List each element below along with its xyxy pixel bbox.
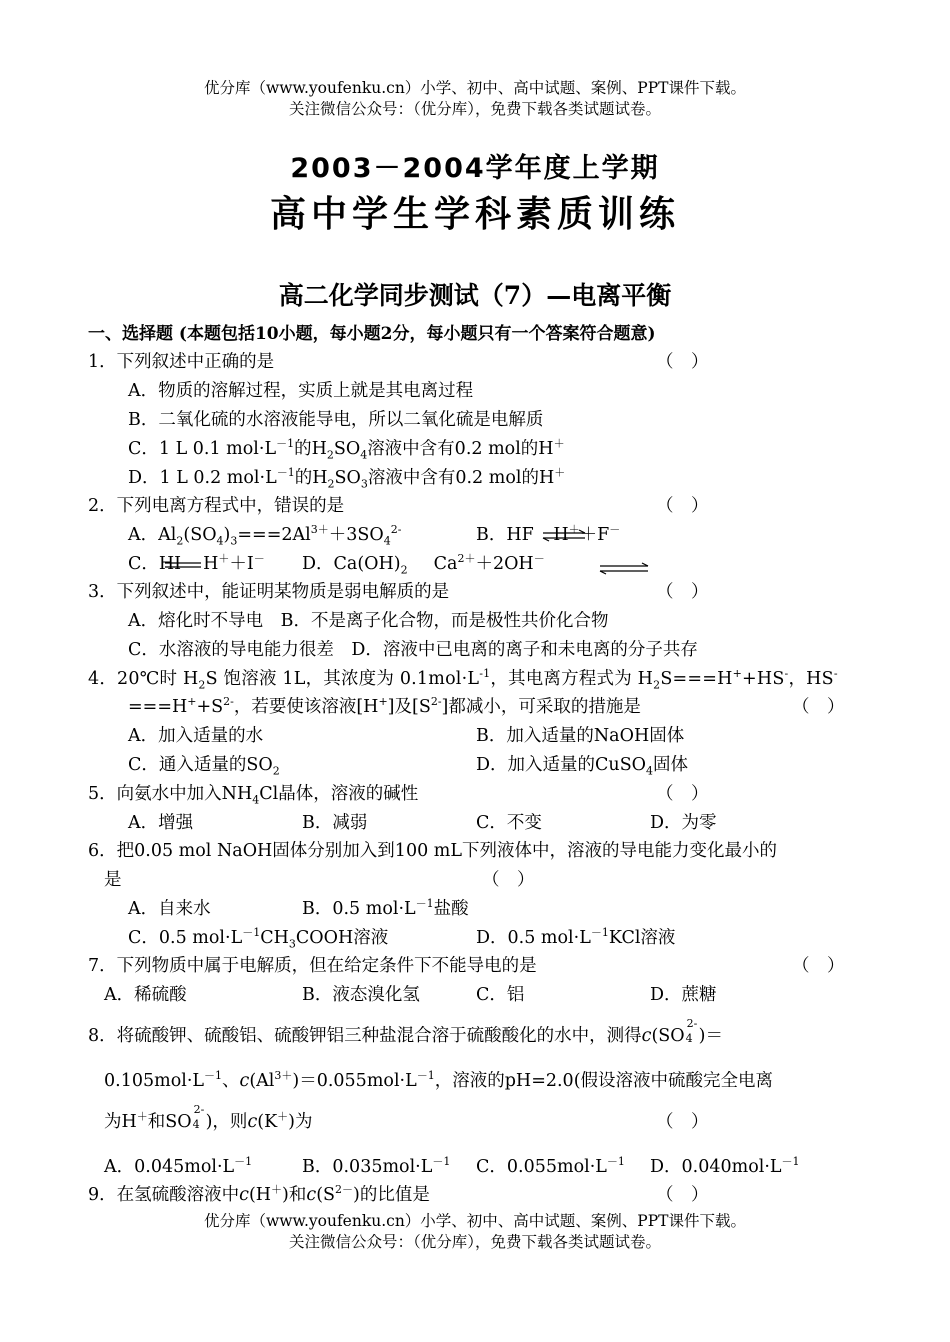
forward-arrow-icon <box>163 558 203 572</box>
q6-line-2: 是 <box>104 870 122 890</box>
q3-stem: 3．下列叙述中，能证明某物质是弱电解质的是 <box>88 582 450 602</box>
q4-answer-paren: （ ） <box>792 697 845 717</box>
q1-option-b: B．二氧化硫的水溶液能导电，所以二氧化硫是电解质 <box>128 410 544 430</box>
q8-answer-paren: （ ） <box>656 1112 709 1132</box>
q1-answer-paren: （ ） <box>656 352 709 372</box>
q8-option-b: B．$0.035mol\cdot L^{-1}$ <box>302 1155 451 1177</box>
q3-options-ab: A．熔化时不导电 B．不是离子化合物，而是极性共价化合物 <box>128 611 609 631</box>
q8-option-a: A．$0.045mol\cdot L^{-1}$ <box>104 1155 253 1177</box>
title-main: 高中学生学科素质训练 <box>269 194 680 235</box>
q6-answer-paren: （ ） <box>482 870 535 890</box>
section-heading: 一、选择题 (本题包括10小题，每小题2分，每小题只有一个答案符合题意) <box>88 324 656 344</box>
q5-stem: 5．向氨水中加入$NH_4Cl$晶体，溶液的碱性 <box>88 784 419 807</box>
q4-line-1: 4．20℃时 $H_2S$ 饱溶液 1L，其浓度为 $0.1mol\cdot L^{-1}$，其电离方程式为 $H_2S===H^++HS^-$，HS- <box>88 667 838 692</box>
q2-d-reversible-arrow-icon <box>598 560 650 582</box>
q2-option-d: D．$Ca(OH)_2$ $Ca^{2+}+2OH^-$ <box>302 552 545 577</box>
q2-answer-paren: （ ） <box>656 496 709 516</box>
title-year: 2003－2004学年度上学期 <box>290 153 660 184</box>
q6-option-d: D．0.5 $mol\cdot L^{-1}KCl$溶液 <box>476 926 676 948</box>
q4-option-a: A．加入适量的水 <box>128 726 264 746</box>
q4-option-c: C．通入适量的$SO_2$ <box>128 755 280 778</box>
q2-option-a: A．$Al_2(SO_4)_3===2Al^{3+}+3SO_4^{2-}$ <box>128 523 402 548</box>
q6-option-c: C．0.5 $mol\cdot L^{-1}CH_3COOH$溶液 <box>128 926 389 951</box>
q1-stem: 1．下列叙述中正确的是 <box>88 352 275 372</box>
q7-option-b: B．液态溴化氢 <box>302 985 420 1005</box>
q1-option-c: C．1 L 0.1 $mol\cdot L^{-1}$的$H_2SO_4$溶液中含有0.2 mol的H＋ <box>128 437 565 462</box>
q8-line-1: 8．将硫酸钾、硫酸铝、硫酸钾铝三种盐混合溶于硫酸酸化的水中，测得c(SO 2- 4 )＝ <box>88 1017 723 1046</box>
q4-line-2: $===H^++S^{2-}$，若要使该溶液[H+]及$[S^{2-}]$都减小，可采取的措施是 <box>128 695 641 717</box>
header-line-1: 优分库（www.youfenku.cn）小学、初中、高中试题、案例、PPT课件下载。 <box>203 79 747 97</box>
footer-line-2: 关注微信公众号：（优分库），免费下载各类试题试卷。 <box>288 1233 661 1251</box>
q5-option-a: A．增强 <box>128 813 194 833</box>
sulfate-ion-charge-2: 2- 4 <box>192 1103 205 1131</box>
q2-option-b: B．HF H＋＋F－ <box>476 523 621 545</box>
q1-option-d: D．1 L 0.2 $mol\cdot L^{-1}$的$H_2SO_3$溶液中含有0.2 mol的H＋ <box>128 466 566 491</box>
q3-options-cd: C．水溶液的导电能力很差 D．溶液中已电离的离子和未电离的分子共存 <box>128 640 698 660</box>
q3-answer-paren: （ ） <box>656 582 709 602</box>
q5-option-b: B．减弱 <box>302 813 368 833</box>
q7-option-a: A．稀硫酸 <box>104 985 187 1005</box>
reversible-arrow-icon <box>539 529 589 543</box>
q8-option-c: C．$0.055mol\cdot L^{-1}$ <box>476 1155 625 1177</box>
q2-option-c: C．HI H＋＋I－ <box>128 552 265 574</box>
q9-stem: 9．在氢硫酸溶液中c(H＋)和$c(S^{2-})$的比值是 <box>88 1183 430 1205</box>
q5-option-c: C．不变 <box>476 813 542 833</box>
q7-option-c: C．铝 <box>476 985 525 1005</box>
q8-line-3: 为H＋和SO 2- 4 )，则c(K＋)为 <box>104 1103 313 1132</box>
q7-answer-paren: （ ） <box>792 956 845 976</box>
q8-line-2: $0.105mol\cdot L^{-1}$、$c(Al^{3+})=0.055mol\cdot L^{-1}$，溶液的pH=2.0(假设溶液中硫酸完全电离 <box>104 1069 774 1091</box>
q7-stem: 7．下列物质中属于电解质，但在给定条件下不能导电的是 <box>88 956 537 976</box>
q5-option-d: D．为零 <box>650 813 717 833</box>
q2-stem: 2．下列电离方程式中，错误的是 <box>88 496 345 516</box>
q6-option-b: B．0.5 $mol\cdot L^{-1}$盐酸 <box>302 897 469 919</box>
q9-answer-paren: （ ） <box>656 1185 709 1205</box>
q7-option-d: D．蔗糖 <box>650 985 717 1005</box>
q8-option-d: D．$0.040mol\cdot L^{-1}$ <box>650 1155 800 1177</box>
title-test: 高二化学同步测试（7）—电离平衡 <box>278 281 672 310</box>
q6-option-a: A．自来水 <box>128 899 211 919</box>
q4-option-d: D．加入适量的CuSO$_4$固体 <box>476 755 689 778</box>
q5-answer-paren: （ ） <box>656 784 709 804</box>
header-line-2: 关注微信公众号：（优分库），免费下载各类试题试卷。 <box>288 100 661 118</box>
q4-option-b: B．加入适量的NaOH固体 <box>476 726 685 746</box>
sulfate-ion-charge: 2- 4 <box>685 1017 698 1045</box>
footer-line-1: 优分库（www.youfenku.cn）小学、初中、高中试题、案例、PPT课件下载。 <box>203 1212 747 1230</box>
q6-line-1: 6．把0.05 mol NaOH固体分别加入到100 mL下列液体中，溶液的导电能力变化最小的 <box>88 841 777 861</box>
q1-option-a: A．物质的溶解过程，实质上就是其电离过程 <box>128 381 474 401</box>
